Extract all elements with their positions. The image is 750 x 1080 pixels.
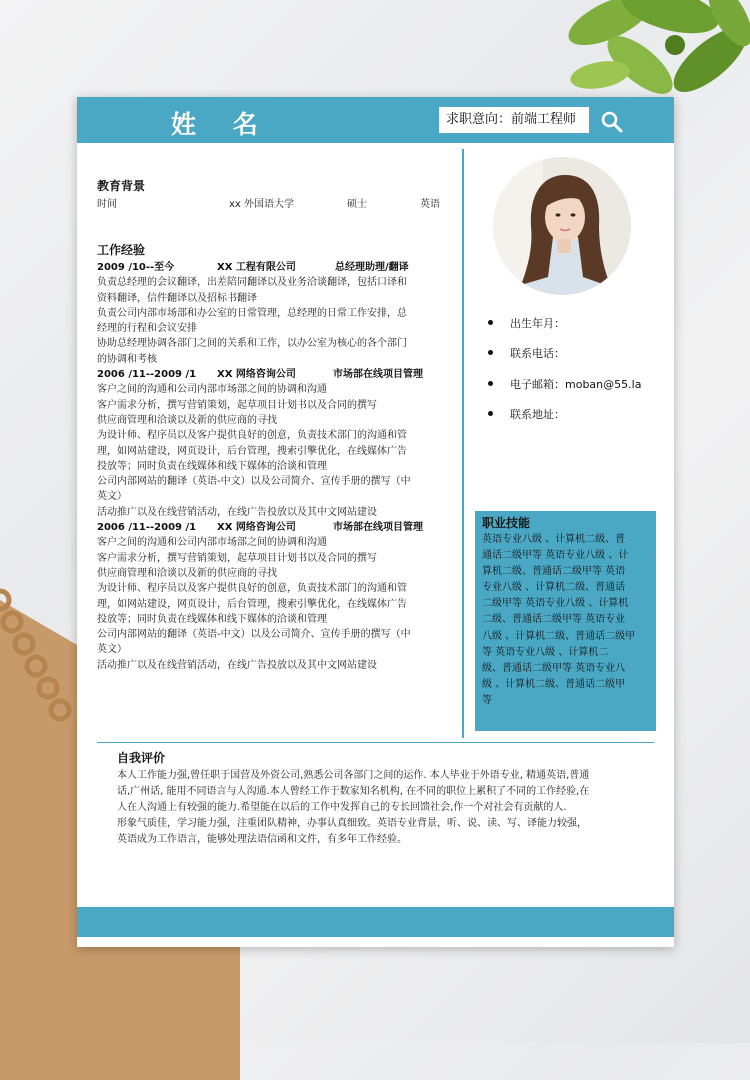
job-desc-line: 的协调和考核 [97, 353, 157, 365]
work-list [97, 260, 449, 673]
contact-item [488, 406, 641, 436]
bullet-icon [488, 411, 493, 416]
job-desc-line: 公司内部网站的翻译（英语-中文）以及公司简介、宣传手册的撰写（中 [97, 629, 411, 641]
job-desc-line: 负责总经理的会议翻译，出差陪同翻译以及业务洽谈翻译，包括口译和 [97, 277, 407, 289]
skills-line: 级 、计算机二级、普通话二级甲 [482, 678, 626, 690]
skills-line: 等 英语专业八级 、计算机二 [482, 646, 609, 658]
self-eval-line: 话,广州话, 能用不同语言与人沟通.本人曾经工作于数家知名机构, 在不同的职位上累积了不同的工作经验,在 [117, 786, 590, 797]
contact-text: 联系电话： [510, 347, 565, 361]
column-divider [462, 149, 464, 738]
job-period: 2009 /10--至今 [97, 262, 175, 273]
education-title: 教育背景 [97, 179, 146, 193]
self-eval-line: 形象气质佳，学习能力强，注重团队精神，办事认真细致。英语专业背景，听、说、读、写、译能力较强， [117, 818, 587, 829]
education-degree: 硕士 [347, 199, 367, 210]
header-bar [77, 97, 674, 143]
profile-photo [493, 157, 631, 295]
contact-item [488, 315, 641, 345]
contact-item [488, 376, 641, 406]
education-major: 英语 [420, 199, 440, 210]
self-eval-line: 英语成为工作语言，能够处理法语信函和文件，有多年工作经验。 [117, 834, 407, 845]
work-title: 工作经验 [97, 243, 146, 257]
self-eval-line: 本人工作能力强,曾任职于国营及外资公司,熟悉公司各部门之间的运作. 本人毕业于外语专业, 精通英语,普通 [117, 770, 590, 781]
job-company: XX 工程有限公司 [217, 262, 296, 273]
skills-line: 八级 、计算机二级、普通话二级甲 [482, 630, 636, 642]
job-period: 2006 /11--2009 /1 [97, 522, 197, 534]
job-desc-line: 客户需求分析，撰写营销策划，起草项目计划书以及合同的撰写 [97, 399, 377, 411]
job-desc-line: 负责公司内部市场部和办公室的日常管理，总经理的日常工作安排，总 [97, 307, 407, 319]
skills-line: 等 [482, 694, 492, 706]
education-time: 时间 [97, 199, 117, 210]
job-desc-line: 活动推广以及在线营销活动，在线广告投放以及其中文网站建设 [97, 659, 377, 671]
job-desc-line: 经理的行程和会议安排 [97, 323, 197, 335]
bullet-icon [488, 320, 493, 325]
contact-text: 联系地址： [510, 407, 565, 421]
job-desc-line: 投放等；同时负责在线媒体和线下媒体的洽谈和管理 [97, 460, 327, 472]
job-company: XX 网络咨询公司 [217, 369, 296, 381]
job-desc-line: 理，如网站建设，网页设计，后台管理，搜索引擎优化，在线媒体广告 [97, 445, 407, 457]
education-school: xx 外国语大学 [229, 199, 295, 210]
job-desc-line: 公司内部网站的翻译（英语-中文）以及公司简介、宣传手册的撰写（中 [97, 476, 411, 488]
job-desc-line: 为设计师、程序员以及客户提供良好的创意，负责技术部门的沟通和管 [97, 583, 407, 595]
job-position: 市场部在线项目管理 [333, 369, 423, 381]
job-intent-box: 求职意向：前端工程师 [439, 107, 589, 133]
skills-line: 级、普通话二级甲等 英语专业八 [482, 662, 626, 674]
self-eval-title: 自我评价 [117, 751, 166, 765]
job-header [97, 367, 449, 382]
contact-text: 电子邮箱：moban@55.la [510, 377, 642, 391]
skills-body [482, 532, 650, 709]
resume-page [77, 97, 674, 947]
section-divider [97, 742, 654, 743]
contact-text: 出生年月： [510, 317, 565, 330]
job-header [97, 520, 449, 535]
bullet-icon [488, 350, 493, 355]
contact-item [488, 345, 641, 375]
job-desc-line: 客户需求分析，撰写营销策划，起草项目计划书以及合同的撰写 [97, 552, 377, 564]
skills-line: 二级、普通话二级甲等 英语专业 [482, 614, 626, 626]
job-desc-line: 英文） [97, 491, 127, 503]
search-icon[interactable] [600, 110, 624, 134]
job-position: 总经理助理/翻译 [335, 262, 409, 273]
job-desc-line: 英文） [97, 644, 127, 656]
bullet-icon [488, 381, 493, 386]
job-desc-line: 客户之间的沟通和公司内部市场部之间的协调和沟通 [97, 537, 327, 549]
skills-line: 专业八级 、计算机二级、普通话 [482, 582, 626, 594]
job-desc-line: 理，如网站建设，网页设计，后台管理，搜索引擎优化，在线媒体广告 [97, 598, 407, 610]
job-company: XX 网络咨询公司 [217, 522, 296, 534]
self-eval-line: 人在人沟通上有较强的能力.希望能在以后的工作中发挥自己的专长回馈社会,作一个对社会有贡献的人. [117, 802, 567, 813]
skills-line: 算机二级、普通话二级甲等 英语 [482, 566, 626, 578]
skills-title: 职业技能 [482, 516, 531, 530]
contact-list [488, 315, 641, 436]
job-desc-line: 资料翻译，信件翻译以及招标书翻译 [97, 292, 257, 304]
job-desc-line: 供应商管理和洽谈以及新的供应商的寻找 [97, 414, 277, 426]
skills-box [475, 511, 656, 731]
job-desc-line: 供应商管理和洽谈以及新的供应商的寻找 [97, 567, 277, 579]
skills-line: 英语专业八级 、计算机二级、普 [482, 534, 626, 545]
job-desc-line: 为设计师、程序员以及客户提供良好的创意，负责技术部门的沟通和管 [97, 430, 407, 442]
footer-bar [77, 907, 674, 937]
skills-line: 通话二级甲等 英语专业八级 、计 [482, 550, 629, 562]
self-eval-body [117, 768, 642, 848]
job-desc-line: 客户之间的沟通和公司内部市场部之间的协调和沟通 [97, 384, 327, 396]
job-desc-line: 协助总经理协调各部门之间的关系和工作，以办公室为核心的各个部门 [97, 338, 407, 350]
job-header [97, 260, 449, 275]
job-period: 2006 /11--2009 /1 [97, 369, 197, 381]
name-title: 姓 名 [171, 110, 272, 139]
job-desc-line: 投放等；同时负责在线媒体和线下媒体的洽谈和管理 [97, 613, 327, 625]
job-desc-line: 活动推广以及在线营销活动，在线广告投放以及其中文网站建设 [97, 506, 377, 518]
skills-line: 二级甲等 英语专业八级 、计算机 [482, 598, 629, 610]
job-position: 市场部在线项目管理 [333, 522, 423, 534]
